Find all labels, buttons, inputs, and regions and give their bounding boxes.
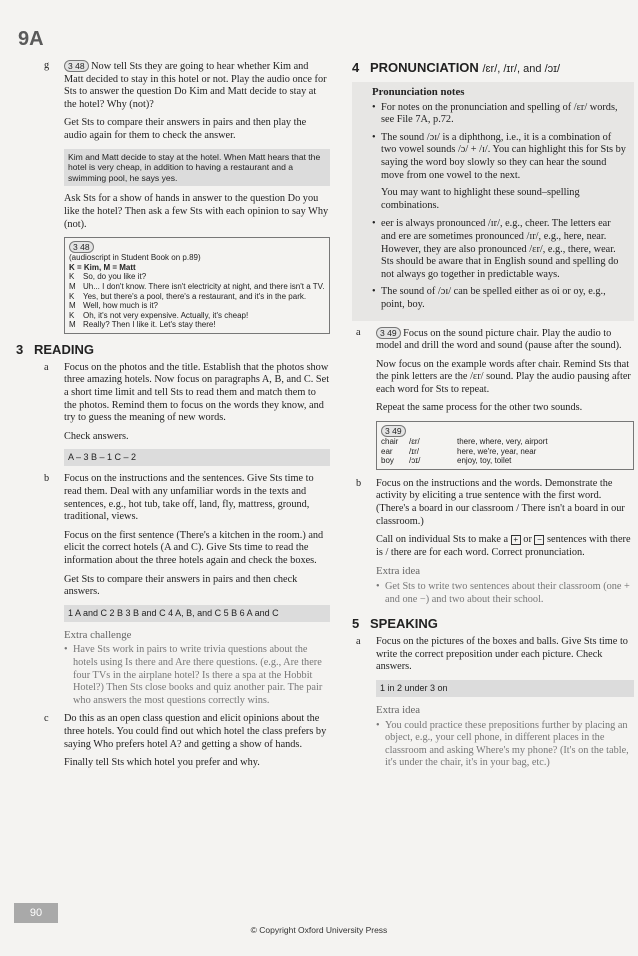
answer-box: 1 A and C 2 B 3 B and C 4 A, B, and C 5 B 6 A and C xyxy=(64,605,330,622)
pron-step-b xyxy=(352,478,634,606)
examples: here, we're, year, near xyxy=(457,446,537,456)
note-paragraph: You may want to highlight these sound–spelling combinations. xyxy=(381,187,580,211)
table-row xyxy=(381,437,629,447)
extra-idea-text: • Get Sts to write two sentences about their classroom (one + and one −) and two about their school. xyxy=(376,581,634,606)
audio-icon: 3 48 xyxy=(69,241,94,253)
script-line xyxy=(69,272,325,282)
paragraph: Focus on the first sentence (There's a kitchen in the room.) and elicit the correct hotels (A and C). Give Sts time to read the information about the three hotels again and check the boxes. xyxy=(64,529,324,566)
audio-icon: 3 49 xyxy=(381,425,406,437)
sound: /ɛr/ xyxy=(409,437,420,447)
speaker: K xyxy=(69,310,75,320)
plus-icon: + xyxy=(511,535,521,545)
section-heading-pronunciation xyxy=(352,60,634,77)
line-text: Oh, it's not very expensive. Actually, it's cheap! xyxy=(83,310,249,320)
section-title: SPEAKING xyxy=(370,616,438,632)
step-a xyxy=(40,362,330,467)
answer-box: A – 3 B – 1 C – 2 xyxy=(64,449,330,466)
minus-icon: − xyxy=(534,535,544,545)
line-text: So, do you like it? xyxy=(83,272,147,282)
paragraph: Focus on the pictures of the boxes and balls. Give Sts time to write the correct preposition under each picture. Check answers. xyxy=(376,636,628,673)
examples: there, where, very, airport xyxy=(457,437,548,447)
step-letter: a xyxy=(356,326,361,338)
step-b xyxy=(40,473,330,707)
speaker: M xyxy=(69,281,76,291)
step-letter: a xyxy=(44,361,49,373)
paragraph: Ask Sts for a show of hands in answer to the question Do you like the hotel? Then ask a few Sts with each opinion to say Why (not). xyxy=(64,193,329,230)
speaker: K xyxy=(69,291,75,301)
unit-heading: 9A xyxy=(18,28,44,50)
script-line xyxy=(69,320,325,330)
step-letter: c xyxy=(44,713,49,725)
note-item: • eer is always pronounced /ɪr/, e.g., cheer. The letters ear and ere are sometimes pronounced /ɪr/, e.g., here, near. However, they are also pronounced /ɛr/, e.g., there, wear. Sts should be aware that in English sound and spelling do not always go together in predictable ways. xyxy=(372,218,628,281)
line-text: Uh... I don't know. There isn't electricity at night, and there isn't a TV. xyxy=(83,281,325,291)
paragraph: Do this as an open class question and elicit opinions about the three hotels. You could find out which hotel the class prefers by saying Who prefers hotel A? and getting a show of hands. xyxy=(64,713,327,750)
paragraph: Repeat the same process for the other two sounds. xyxy=(376,402,583,414)
paragraph: Get Sts to compare their answers in pairs and then play the audio again for them to check the answer. xyxy=(64,117,307,141)
answer-box: 1 in 2 under 3 on xyxy=(376,680,634,697)
section-heading-speaking xyxy=(352,616,634,631)
step-c xyxy=(40,713,330,769)
audioscript-box xyxy=(64,237,330,334)
sound: /ɪr/ xyxy=(409,446,419,456)
speaker: M xyxy=(69,320,76,330)
table-row xyxy=(381,456,629,466)
paragraph xyxy=(376,327,634,353)
script-line xyxy=(69,301,325,311)
paragraph: Check answers. xyxy=(64,430,129,442)
speak-step-a xyxy=(352,636,634,770)
extra-idea-title: Extra idea xyxy=(376,703,421,716)
paragraph: Focus on the photos and the title. Establish that the photos show three amazing hotels. Now focus on paragraphs A, B, and C. Set a short time limit and tell Sts to read them and match them to the photos. Remind them to focus on the words they know, and try to guess the meaning of new words. xyxy=(64,361,330,424)
notes-title: Pronunciation notes xyxy=(372,86,465,98)
word: boy xyxy=(381,456,394,466)
script-line xyxy=(69,311,325,321)
sound-table xyxy=(376,421,634,470)
word: chair xyxy=(381,437,399,447)
sound: /ɔɪ/ xyxy=(409,456,421,466)
step-g xyxy=(40,60,330,334)
extra-challenge-title: Extra challenge xyxy=(64,628,132,641)
page-number: 90 xyxy=(14,903,58,923)
script-line xyxy=(69,282,325,292)
section-number: 3 xyxy=(16,341,24,357)
step-letter: b xyxy=(356,477,362,489)
speaker-key: K = Kim, M = Matt xyxy=(69,262,136,272)
right-column xyxy=(352,60,634,776)
answer-box: Kim and Matt decide to stay at the hotel. When Matt hears that the hotel is very cheap, in addition to having a restaurant and a swimming pool, he says yes. xyxy=(64,149,330,187)
step-letter: b xyxy=(44,473,50,485)
paragraph: Finally tell Sts which hotel you prefer and why. xyxy=(64,757,260,769)
text: Focus on the sound picture chair. Play the audio to model and drill the word and sound (pause after the sound). xyxy=(376,327,622,352)
section-heading-reading xyxy=(16,342,330,357)
text: or xyxy=(523,534,532,546)
word: ear xyxy=(381,446,393,456)
note-item: • The sound /ɔɪ/ is a diphthong, i.e., it is a combination of two vowel sounds /ɔ/ + /ɪ/. You can highlight this for Sts by saying the word boy slowly so they can hear the sound move from one vowel to the next. xyxy=(372,132,628,182)
copyright: © Copyright Oxford University Press xyxy=(250,925,388,935)
extra-challenge-text: • Have Sts work in pairs to write trivia questions about the hotels using Is there and Are there questions. (e.g., Are there four TVs in the airplane hotel? Is there a spa at the Hobbit Hotel?) Then Sts close books and quiz another pair. The pair who answers the most questions correctly wins. xyxy=(64,644,330,707)
audio-icon: 3 49 xyxy=(376,327,401,339)
section-sounds: /ɛr/, /ɪr/, and /ɔɪ/ xyxy=(482,63,561,75)
paragraph xyxy=(64,60,330,111)
left-column xyxy=(16,60,330,776)
audioscript-note: (audioscript in Student Book on p.89) xyxy=(69,253,201,263)
script-line xyxy=(69,292,325,302)
paragraph: Focus on the instructions and the sentences. Give Sts time to read them. Deal with any unfamiliar words in the texts and sentences, e.g., hot tub, take off, land, fly, mattress, ground, traditional, views. xyxy=(64,473,314,523)
extra-idea-title: Extra idea xyxy=(376,565,421,578)
text: Call on individual Sts to make a xyxy=(376,534,509,546)
step-letter: g xyxy=(44,60,50,71)
speaker: K xyxy=(69,272,75,282)
paragraph: Get Sts to compare their answers in pairs and then check answers. xyxy=(64,573,298,598)
text: Now tell Sts they are going to hear whether Kim and Matt decided to stay in this hotel or not. Play the audio once for Sts to answer the question Do Kim and Matt decide to stay at the hotel? Why (not)? xyxy=(64,61,327,110)
paragraph: Focus on the instructions and the words. Demonstrate the activity by eliciting a true sentence with the first word. (There's a board in our classroom / There isn't a board in our classroom.) xyxy=(376,477,625,527)
step-letter: a xyxy=(356,636,361,648)
line-text: Yes, but there's a pool, there's a restaurant, and it's in the park. xyxy=(83,291,307,301)
examples: enjoy, toy, toilet xyxy=(457,456,512,466)
section-number: 4 xyxy=(352,60,360,75)
speaker: M xyxy=(69,301,76,311)
section-title: READING xyxy=(34,341,94,357)
line-text: Really? Then I like it. Let's stay there! xyxy=(83,320,216,330)
table-row xyxy=(381,447,629,457)
extra-idea-text: • You could practice these prepositions further by placing an object, e.g., your cell phone, in different places in the classroom and asking Where's my phone? (It's on the table, it's under the chair, it's in your bag, etc.) xyxy=(376,720,634,770)
paragraph xyxy=(376,534,634,559)
audio-icon: 3 48 xyxy=(64,60,89,72)
section-title: PRONUNCIATION xyxy=(370,60,479,75)
paragraph: Now focus on the example words after chair. Remind Sts that the pink letters are the /ɛr/ sound. Play the audio pausing after each word for Sts to repeat. xyxy=(376,358,631,395)
pronunciation-notes xyxy=(352,82,634,321)
text: sentences with there is / there are for each word. Correct pronunciation. xyxy=(376,534,631,558)
pron-step-a xyxy=(352,327,634,470)
note-item: • The sound of /ɔɪ/ can be spelled either as oi or oy, e.g., point, boy. xyxy=(372,286,628,311)
section-number: 5 xyxy=(352,616,360,632)
line-text: Well, how much is it? xyxy=(83,301,158,311)
note-item: • For notes on the pronunciation and spelling of /ɛr/ words, see File 7A, p.72. xyxy=(372,102,628,127)
